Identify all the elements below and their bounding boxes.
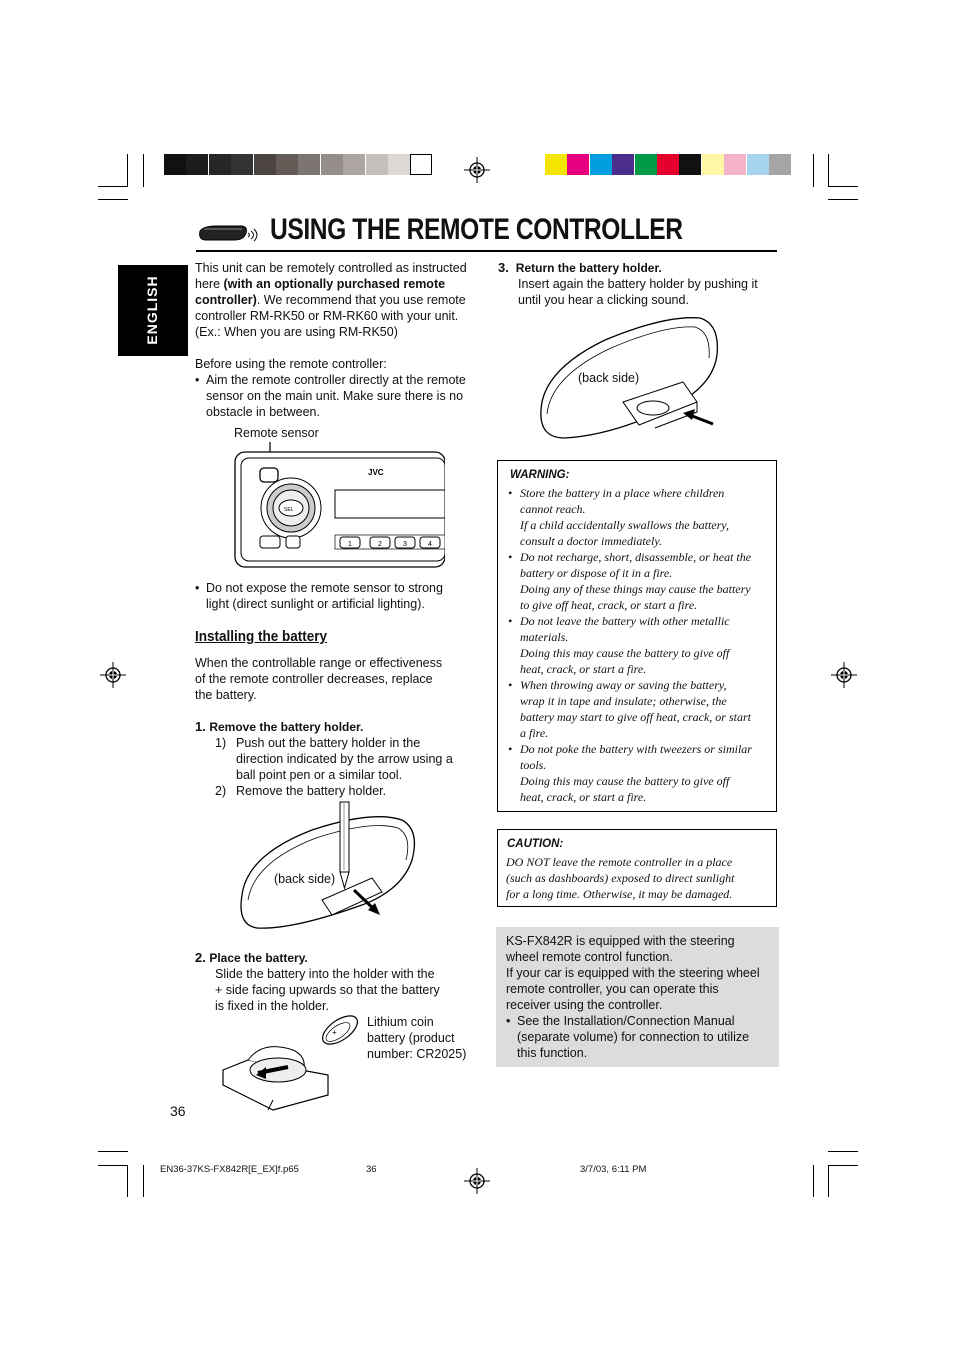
warning-text: heat, crack, or start a fire. xyxy=(520,662,647,676)
warning-text: tools. xyxy=(520,758,547,772)
color-swatch xyxy=(612,154,634,175)
gray-swatch xyxy=(209,154,231,175)
warning-box xyxy=(497,460,777,812)
step-number: 2. xyxy=(195,950,206,965)
step-number: 3. xyxy=(498,260,509,275)
info-line: receiver using the controller. xyxy=(506,998,663,1012)
warning-text: Doing this may cause the battery to give off xyxy=(520,646,730,660)
warning-line xyxy=(508,517,773,533)
warning-text: Do not poke the battery with tweezers or similar xyxy=(520,742,752,756)
paragraph-line: When the controllable range or effectiveness xyxy=(195,656,443,670)
preset-button-1: 1 xyxy=(348,541,352,548)
battery-holder-illustration xyxy=(218,1015,363,1115)
intro-line: controller). We recommend that you use remote xyxy=(195,293,466,307)
color-swatch xyxy=(702,154,724,175)
info-line: wheel remote control function. xyxy=(506,950,673,964)
gray-swatch xyxy=(276,154,298,175)
step-3 xyxy=(498,260,778,308)
intro-line: (Ex.: When you are using RM-RK50) xyxy=(195,325,398,339)
warning-text: consult a doctor immediately. xyxy=(520,534,662,548)
gray-swatch xyxy=(343,154,365,175)
paragraph-line: the battery. xyxy=(195,688,257,702)
warning-line xyxy=(508,661,773,677)
steering-remote-info xyxy=(496,927,779,1067)
info-line: this function. xyxy=(517,1046,588,1060)
gray-swatch xyxy=(388,154,410,175)
warning-text: Do not recharge, short, disassemble, or heat the xyxy=(520,550,752,564)
preset-button-2: 2 xyxy=(378,541,382,548)
caution-line: (such as dashboards) exposed to direct sunlight xyxy=(506,871,735,885)
warning-line xyxy=(508,629,773,645)
footer-page: 36 xyxy=(366,1164,377,1175)
step-line: Slide the battery into the holder with the xyxy=(215,967,435,981)
substep-number: 2) xyxy=(215,784,227,798)
warning-text: battery may start to give off heat, crack, or start xyxy=(520,710,751,724)
bullet-icon: • xyxy=(195,373,200,387)
warning-text: Doing any of these things may cause the battery xyxy=(520,582,751,596)
page-number: 36 xyxy=(170,1103,186,1119)
color-swatch xyxy=(590,154,612,175)
warning-line xyxy=(508,741,773,757)
registration-target-icon xyxy=(464,1168,490,1194)
gray-swatch xyxy=(231,154,253,175)
back-side-label: (back side) xyxy=(274,872,336,886)
gray-swatch xyxy=(254,154,276,175)
label-line: number: CR2025) xyxy=(367,1047,467,1061)
warning-line xyxy=(508,597,773,613)
registration-target-icon xyxy=(100,662,126,688)
lithium-battery-label xyxy=(367,1014,466,1062)
head-unit-illustration xyxy=(230,440,445,570)
warning-text: battery or dispose of it in a fire. xyxy=(520,566,673,580)
step-number: 1. xyxy=(195,719,206,734)
bullet-icon: • xyxy=(508,486,513,500)
warning-text: If a child accidentally swallows the battery, xyxy=(520,518,729,532)
warning-text: heat, crack, or start a fire. xyxy=(520,790,647,804)
warning-text: Do not leave the battery with other metallic xyxy=(520,614,730,628)
intro-line: controller RM-RK50 or RM-RK60 with your unit. xyxy=(195,309,459,323)
color-swatch xyxy=(679,154,701,175)
color-swatch xyxy=(747,154,769,175)
step-line: Insert again the battery holder by pushing it xyxy=(518,277,758,291)
warning-line xyxy=(508,533,773,549)
warning-line xyxy=(508,709,773,725)
bullet-icon: • xyxy=(508,550,513,564)
color-swatch xyxy=(724,154,746,175)
warning-text: wrap it in tape and insulate; otherwise, the xyxy=(520,694,727,708)
warning-text: Store the battery in a place where children xyxy=(520,486,725,500)
bullet-icon: • xyxy=(508,678,513,692)
registration-target-icon xyxy=(464,157,490,183)
step-1 xyxy=(195,719,485,799)
warning-line xyxy=(508,789,773,805)
warning-heading: WARNING: xyxy=(510,469,570,481)
warning-line xyxy=(508,693,773,709)
intro-line: here (with an optionally purchased remote xyxy=(195,277,446,291)
before-using-paragraph xyxy=(195,356,485,420)
warning-text: a fire. xyxy=(520,726,549,740)
bullet-line: Do not expose the remote sensor to strong xyxy=(206,581,443,595)
bullet-line: light (direct sunlight or artificial lighting). xyxy=(206,597,425,611)
warning-line xyxy=(508,773,773,789)
remote-back-illustration xyxy=(232,800,422,940)
warning-line xyxy=(508,565,773,581)
warning-text: to give off heat, crack, or start a fire. xyxy=(520,598,698,612)
intro-paragraph xyxy=(195,260,485,340)
color-swatch xyxy=(545,154,567,175)
remote-controller-icon xyxy=(196,223,262,245)
warning-text: When throwing away or saving the battery, xyxy=(520,678,727,692)
bullet-light-warning xyxy=(195,580,485,612)
installing-heading: Installing the battery xyxy=(195,628,328,645)
warning-list xyxy=(508,485,773,805)
caution-box xyxy=(497,829,777,907)
label-line: Lithium coin xyxy=(367,1015,434,1029)
label-line: battery (product xyxy=(367,1031,455,1045)
info-line: See the Installation/Connection Manual xyxy=(517,1014,735,1028)
installing-paragraph xyxy=(195,655,485,703)
warning-line xyxy=(508,501,773,517)
gray-swatch xyxy=(321,154,343,175)
info-line: KS-FX842R is equipped with the steering xyxy=(506,934,735,948)
color-swatch xyxy=(657,154,679,175)
before-line: Before using the remote controller: xyxy=(195,357,387,371)
footer-date: 3/7/03, 6:11 PM xyxy=(580,1164,647,1175)
language-label: ENGLISH xyxy=(144,275,160,345)
footer-filename: EN36-37KS-FX842R[E_EX]f.p65 xyxy=(160,1164,299,1175)
caution-heading: CAUTION: xyxy=(507,838,564,850)
language-tab xyxy=(118,265,188,356)
back-side-label: (back side) xyxy=(578,371,640,385)
step-line: until you hear a clicking sound. xyxy=(518,293,689,307)
color-swatch xyxy=(769,154,791,175)
substep-line: ball point pen or a similar tool. xyxy=(236,768,403,782)
gray-swatch xyxy=(164,154,186,175)
warning-line xyxy=(508,613,773,629)
step-2 xyxy=(195,950,485,1014)
warning-line xyxy=(508,677,773,693)
gray-swatch xyxy=(366,154,388,175)
title-rule xyxy=(196,250,777,252)
bullet-icon: • xyxy=(508,614,513,628)
substep-number: 1) xyxy=(215,736,227,750)
warning-line xyxy=(508,645,773,661)
step-line: is fixed in the holder. xyxy=(215,999,329,1013)
info-line: (separate volume) for connection to utilize xyxy=(517,1030,750,1044)
sel-label: SEL xyxy=(284,507,294,513)
registration-target-icon xyxy=(831,662,857,688)
caution-line: for a long time. Otherwise, it may be damaged. xyxy=(506,887,733,901)
paragraph-line: of the remote controller decreases, replace xyxy=(195,672,433,686)
gray-swatch xyxy=(298,154,320,175)
brand-logo: JVC xyxy=(368,468,384,477)
bullet-icon: • xyxy=(195,581,200,595)
info-line: remote controller, you can operate this xyxy=(506,982,719,996)
step-title: Return the battery holder. xyxy=(515,261,662,275)
bullet-line: obstacle in between. xyxy=(206,405,320,419)
gray-swatch xyxy=(186,154,208,175)
warning-line xyxy=(508,725,773,741)
warning-line xyxy=(508,581,773,597)
bullet-icon: • xyxy=(506,1014,511,1028)
step-title: Remove the battery holder. xyxy=(209,720,364,734)
remote-sensor-label: Remote sensor xyxy=(234,426,319,440)
substep-line: direction indicated by the arrow using a xyxy=(236,752,453,766)
substep-line: Push out the battery holder in the xyxy=(236,736,421,750)
warning-line xyxy=(508,485,773,501)
color-swatch xyxy=(635,154,657,175)
warning-text: cannot reach. xyxy=(520,502,586,516)
step-line: + side facing upwards so that the battery xyxy=(215,983,440,997)
substep-line: Remove the battery holder. xyxy=(236,784,387,798)
info-line: If your car is equipped with the steering wheel xyxy=(506,966,760,980)
page-title: USING THE REMOTE CONTROLLER xyxy=(270,213,683,246)
warning-text: materials. xyxy=(520,630,569,644)
step-title: Place the battery. xyxy=(209,951,308,965)
bullet-line: Aim the remote controller directly at the remote xyxy=(206,373,466,387)
intro-line: This unit can be remotely controlled as instructed xyxy=(195,261,467,275)
caution-line: DO NOT leave the remote controller in a place xyxy=(506,855,733,869)
bullet-icon: • xyxy=(508,742,513,756)
warning-line xyxy=(508,757,773,773)
warning-line xyxy=(508,549,773,565)
preset-button-4: 4 xyxy=(428,541,432,548)
plus-icon: + xyxy=(332,1028,337,1037)
preset-button-3: 3 xyxy=(403,541,407,548)
gray-swatch xyxy=(410,154,432,175)
warning-text: Doing this may cause the battery to give off xyxy=(520,774,730,788)
bullet-line: sensor on the main unit. Make sure there is no xyxy=(206,389,464,403)
color-swatch xyxy=(567,154,589,175)
